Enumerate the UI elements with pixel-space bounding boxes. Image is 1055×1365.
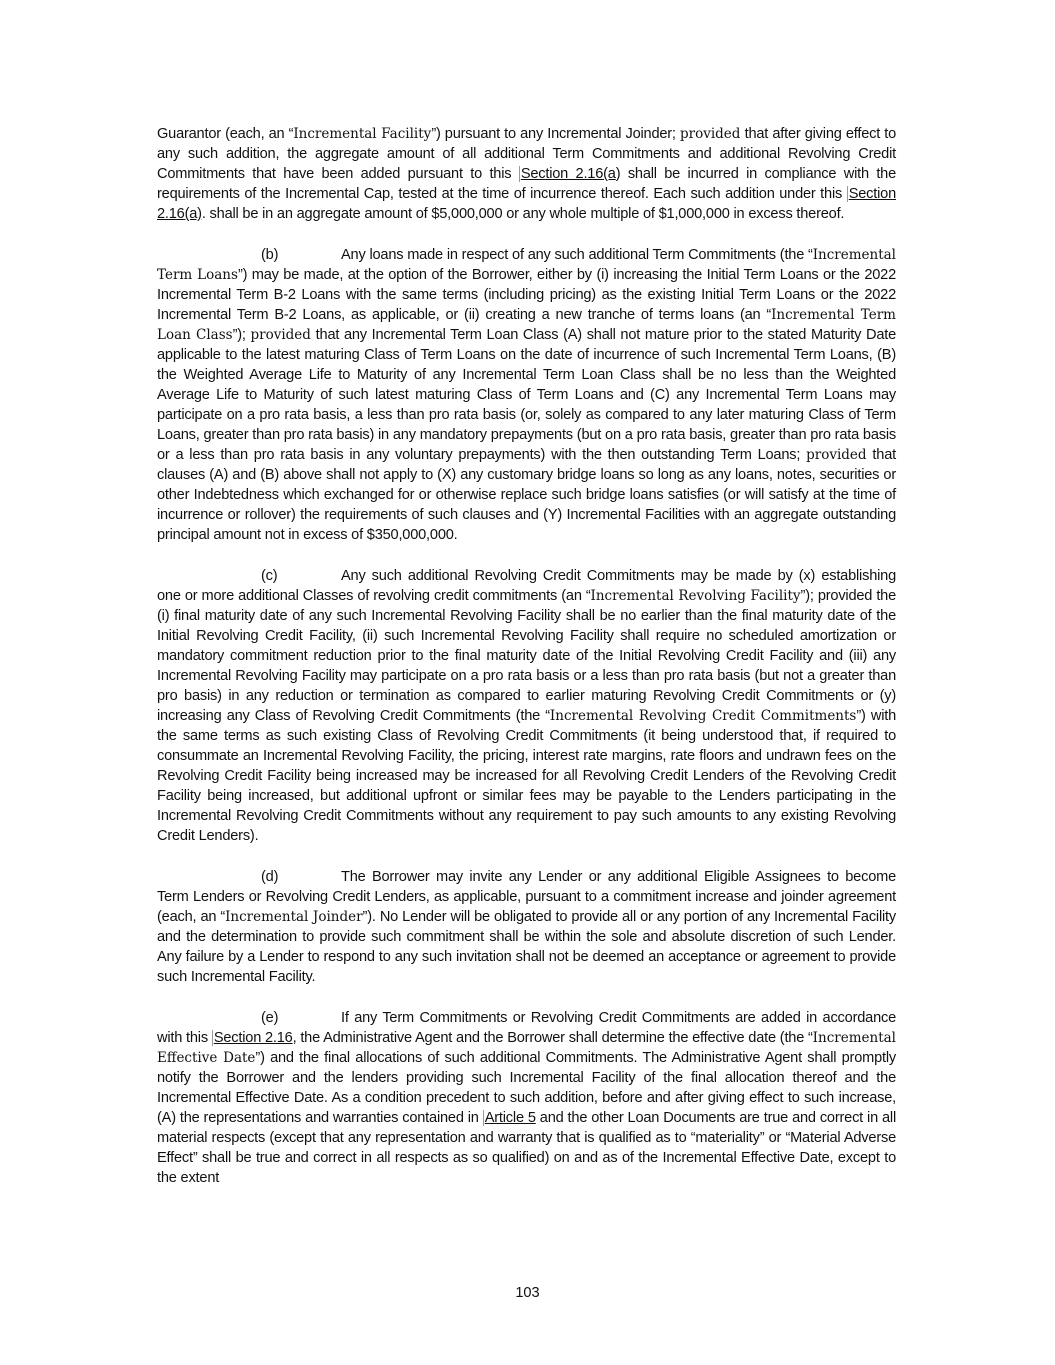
document-page	[157, 124, 896, 1209]
paragraph-d	[157, 867, 896, 987]
text-segment: ”) with the same terms as such existing Class of Revolving Credit Commitments (it being understood that, if required to consummate an Incremental Revolving Facility, the pricing, interest rate margins, rate floors and undrawn fees on the Revolving Credit Facility being increased may be increased for all Revolving Credit Lenders of the Revolving Credit Facility being increased, but additional upfront or similar fees may be payable to the Lenders participating in the Incremental Revolving Credit Commitments without any requirement to pay such amounts to any existing Revolving Credit Lenders).	[157, 708, 897, 844]
defined-term: Incremental Revolving Facility	[590, 588, 801, 604]
text-segment: Guarantor (each, an “	[157, 126, 294, 142]
text-segment: . shall be in an aggregate amount of $5,000,000 or any whole multiple of $1,000,000 in excess thereof.	[201, 206, 845, 222]
text-segment: ”);	[232, 327, 251, 343]
section-reference-link[interactable]: Section 2.16	[213, 1030, 293, 1046]
defined-term: Incremental Term Loan Class	[157, 307, 896, 343]
proviso-term: provided	[250, 327, 311, 343]
clause-label: (d)	[261, 869, 279, 885]
text-segment: that after giving effect to any such addition, the aggregate amount of all additional Term Commitments and additional Revolving Credit Commitments that have been added pursuant to this	[157, 126, 897, 182]
paragraph-c	[157, 566, 896, 846]
text-segment: ”) may be made, at the option of the Borrower, either by (i) increasing the Initial Term Loans or the 2022 Incremental Term B-2 Loans with the same terms (including pricing) as the existing Initial Term Loans or the 2022 Incremental Term B-2 Loans, as applicable, or (ii) creating a new tranche of terms loans (an “	[157, 267, 896, 323]
text-segment: ”) pursuant to any Incremental Joinder;	[431, 126, 680, 142]
defined-term: Incremental Facility	[293, 126, 432, 142]
defined-term: Incremental Joinder	[225, 909, 363, 925]
text-segment: , the Administrative Agent and the Borrower shall determine the effective date (the “	[292, 1030, 813, 1046]
paragraph-b	[157, 245, 896, 545]
section-reference-link[interactable]: Section 2.16(a	[520, 166, 616, 182]
text-segment: ) shall be incurred in compliance with the requirements of the Incremental Cap, tested at the time of incurrence thereof. Each such addition under this	[157, 166, 897, 202]
section-reference-link[interactable]: Section 2.16(a)	[157, 186, 896, 222]
clause-label: (b)	[261, 247, 279, 263]
proviso-term: provided	[679, 126, 741, 142]
paragraph-e	[157, 1008, 896, 1188]
clause-label: (c)	[261, 568, 278, 584]
text-segment: and the other Loan Documents are true and correct in all material respects (except that any representation and warranty that is qualified as to “materiality” or “Material Adverse Effect” shall be true and correct in all respects as so qualified) on and as of the Incremental Effective Date, except to the extent	[157, 1110, 897, 1186]
text-segment: that any Incremental Term Loan Class (A) shall not mature prior to the stated Maturity Date applicable to the latest maturing Class of Term Loans on the date of incurrence of such Incremental Term Loans, (B) the Weighted Average Life to Maturity of any Incremental Term Loan Class shall be no less than the Weighted Average Life to Maturity of such latest maturing Class of Term Loans and (C) any Incremental Term Loans may participate on a pro rata basis, a less than pro rata basis (or, solely as compared to any later maturing Class of Term Loans, greater than pro rata basis) in any mandatory prepayments (but on a pro rata basis, greater than pro rata basis or a less than pro rata basis in any voluntary prepayments) with the then outstanding Term Loans;	[157, 327, 897, 463]
text-segment: If any Term Commitments or Revolving Credit Commitments are added in accordance with this	[157, 1010, 896, 1046]
text-segment: that clauses (A) and (B) above shall not apply to (X) any customary bridge loans so long as any loans, notes, securities or other Indebtedness which exchanged for or otherwise replace such bridge loans satisfies (or will satisfy at the time of incurrence or rollover) the requirements of such clauses and (Y) Incremental Facilities with an aggregate outstanding principal amount not in excess of $350,000,000.	[157, 447, 896, 543]
defined-term: Incremental Revolving Credit Commitments	[549, 708, 857, 724]
text-segment: ”). No Lender will be obligated to provide all or any portion of any Incremental Facility and the determination to provide such commitment shall be within the sole and absolute discretion of such Lender. Any failure by a Lender to respond to any such invitation shall not be deemed an acceptance or agreement to provide such Incremental Facility.	[157, 909, 896, 985]
defined-term: Incremental Effective Date	[157, 1030, 896, 1066]
proviso-term: provided	[806, 447, 867, 463]
text-segment: ”); provided the (i) final maturity date of any such Incremental Revolving Facility shall be no earlier than the final maturity date of the Initial Revolving Credit Facility, (ii) such Incremental Revolving Facility shall require no scheduled amortization or mandatory commitment reduction prior to the final maturity date of the Initial Revolving Credit Facility and (iii) any Incremental Revolving Facility may participate on a pro rata basis or a less than pro rata basis (but not a greater than pro basis) in any reduction or termination as compared to earlier maturing Revolving Credit Commitments or (y) increasing any Class of Revolving Credit Commitments (the “	[157, 588, 897, 724]
text-segment: ”) and the final allocations of such additional Commitments. The Administrative Agent shall promptly notify the Borrower and the lenders providing such Incremental Facility of the final allocation thereof and the Incremental Effective Date. As a condition precedent to such addition, before and after giving effect to such increase, (A) the representations and warranties contained in	[157, 1050, 896, 1126]
clause-label: (e)	[261, 1010, 279, 1026]
defined-term: Incremental Term Loans	[157, 247, 896, 283]
text-segment: Any such additional Revolving Credit Commitments may be made by (x) establishing one or more additional Classes of revolving credit commitments (an “	[157, 568, 896, 604]
paragraph-a-continued	[157, 124, 896, 224]
article-reference-link[interactable]: Article 5	[484, 1110, 536, 1126]
page-number: 103	[515, 1285, 540, 1301]
text-segment: Any loans made in respect of any such additional Term Commitments (the “	[341, 247, 813, 263]
text-segment: The Borrower may invite any Lender or any additional Eligible Assignees to become Term Lenders or Revolving Credit Lenders, as applicable, pursuant to a commitment increase and joinder agreement (each, an “	[157, 869, 896, 925]
